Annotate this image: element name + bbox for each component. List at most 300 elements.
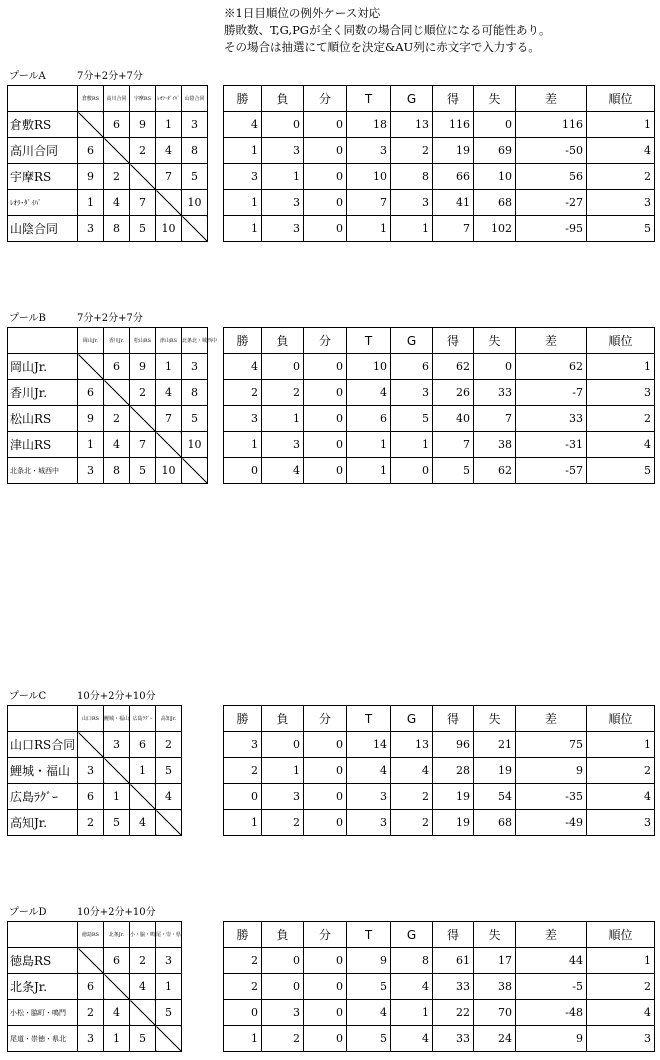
- stats-row: [224, 758, 655, 784]
- score-cell: 1: [78, 190, 104, 216]
- score-cell: 1: [156, 354, 182, 380]
- score-cell: 6: [78, 974, 104, 1000]
- stats-header-row: [224, 706, 655, 732]
- stat-cell: 33: [474, 380, 516, 406]
- score-cell: 4: [104, 190, 130, 216]
- stat-header: T: [347, 922, 391, 948]
- score-cell: 9: [78, 406, 104, 432]
- stat-cell: 4: [587, 432, 655, 458]
- opponent-header: 鯉城・福山: [104, 706, 130, 732]
- pool-label: [9, 687, 156, 702]
- stat-cell: 33: [433, 974, 474, 1000]
- stat-cell: 2: [224, 974, 262, 1000]
- stat-cell: 0: [304, 432, 347, 458]
- cross-header-row: [8, 328, 208, 354]
- stat-cell: 0: [474, 112, 516, 138]
- corner-cell: [8, 86, 78, 112]
- stat-cell: -50: [516, 138, 587, 164]
- stat-cell: 0: [304, 354, 347, 380]
- stat-cell: 62: [433, 354, 474, 380]
- stat-cell: 1: [224, 138, 262, 164]
- stat-cell: 7: [474, 406, 516, 432]
- stat-cell: 4: [391, 974, 433, 1000]
- cross-table: [7, 85, 208, 242]
- stat-cell: 1: [224, 810, 262, 836]
- stat-header: 失: [474, 922, 516, 948]
- stat-cell: 0: [304, 948, 347, 974]
- opponent-header: 岡山Jr.: [78, 328, 104, 354]
- corner-cell: [8, 328, 78, 354]
- score-cell: 6: [104, 948, 130, 974]
- stat-header: T: [347, 86, 391, 112]
- stat-cell: 3: [224, 406, 262, 432]
- score-cell: 3: [156, 948, 182, 974]
- stat-cell: 38: [474, 974, 516, 1000]
- stat-cell: 0: [304, 1000, 347, 1026]
- stat-cell: 3: [347, 810, 391, 836]
- opponent-header: 徳島RS: [78, 922, 104, 948]
- team-row: [8, 974, 182, 1000]
- stat-cell: -57: [516, 458, 587, 484]
- score-cell: 9: [130, 112, 156, 138]
- stat-header: 分: [304, 86, 347, 112]
- corner-cell: [8, 706, 78, 732]
- score-cell: 8: [182, 138, 208, 164]
- pool-label: [9, 903, 156, 918]
- stat-cell: 1: [587, 948, 655, 974]
- stat-cell: 0: [224, 458, 262, 484]
- stat-cell: 3: [391, 190, 433, 216]
- stat-cell: 19: [433, 138, 474, 164]
- stat-cell: 0: [262, 948, 304, 974]
- stat-cell: 0: [304, 732, 347, 758]
- stat-cell: -7: [516, 380, 587, 406]
- team-row: [8, 164, 208, 190]
- score-cell: 3: [78, 458, 104, 484]
- stat-cell: 22: [433, 1000, 474, 1026]
- team-name: 北条Jr.: [8, 974, 78, 1000]
- stats-row: [224, 380, 655, 406]
- stats-row: [224, 732, 655, 758]
- stat-cell: 13: [391, 112, 433, 138]
- opponent-header: 倉敷RS: [78, 86, 104, 112]
- stat-cell: 18: [347, 112, 391, 138]
- stat-cell: 116: [433, 112, 474, 138]
- score-cell: 5: [130, 216, 156, 242]
- stat-cell: 19: [474, 758, 516, 784]
- team-name: 徳島RS: [8, 948, 78, 974]
- stat-cell: 13: [391, 732, 433, 758]
- team-row: [8, 1026, 182, 1052]
- pool-format: 10分+2分+10分: [77, 691, 156, 702]
- opponent-header: 宇摩RS: [130, 86, 156, 112]
- stat-cell: 5: [433, 458, 474, 484]
- score-cell: 10: [182, 190, 208, 216]
- score-cell: 4: [156, 380, 182, 406]
- stat-cell: 21: [474, 732, 516, 758]
- score-cell: 10: [156, 216, 182, 242]
- stat-cell: 6: [391, 354, 433, 380]
- score-cell: 5: [156, 1000, 182, 1026]
- stat-cell: 1: [262, 758, 304, 784]
- stat-cell: 1: [347, 458, 391, 484]
- score-cell: 4: [104, 1000, 130, 1026]
- stat-cell: 2: [224, 758, 262, 784]
- score-cell: 3: [182, 354, 208, 380]
- stat-cell: 66: [433, 164, 474, 190]
- stat-cell: 9: [516, 1026, 587, 1052]
- team-name: 小松・脇町・鳴門: [8, 1000, 78, 1026]
- stat-cell: 2: [587, 164, 655, 190]
- team-row: [8, 458, 208, 484]
- score-cell: 1: [78, 432, 104, 458]
- stat-cell: 2: [262, 380, 304, 406]
- stat-cell: 10: [474, 164, 516, 190]
- diagonal-cell: [156, 1026, 182, 1052]
- score-cell: 2: [78, 810, 104, 836]
- score-cell: 3: [78, 758, 104, 784]
- score-cell: 7: [156, 406, 182, 432]
- team-row: [8, 138, 208, 164]
- stat-cell: 28: [433, 758, 474, 784]
- stat-header: 負: [262, 706, 304, 732]
- stat-cell: 3: [391, 380, 433, 406]
- stat-cell: 0: [262, 732, 304, 758]
- notes: [224, 5, 551, 56]
- opponent-header: ﾚｵﾗ･ﾀﾞｲﾊﾞ: [156, 86, 182, 112]
- stat-cell: 1: [391, 216, 433, 242]
- team-name: 香川Jr.: [8, 380, 78, 406]
- stat-header: 分: [304, 706, 347, 732]
- stat-cell: 1: [224, 432, 262, 458]
- stat-cell: 4: [224, 112, 262, 138]
- stat-cell: 8: [391, 164, 433, 190]
- stat-cell: -49: [516, 810, 587, 836]
- stat-cell: 1: [262, 164, 304, 190]
- stats-row: [224, 216, 655, 242]
- score-cell: 1: [156, 974, 182, 1000]
- stats-row: [224, 810, 655, 836]
- diagonal-cell: [156, 432, 182, 458]
- team-name: 高川合同: [8, 138, 78, 164]
- stat-cell: 3: [224, 164, 262, 190]
- score-cell: 10: [156, 458, 182, 484]
- stat-cell: 33: [516, 406, 587, 432]
- stat-cell: 68: [474, 190, 516, 216]
- stat-cell: 102: [474, 216, 516, 242]
- stat-cell: 4: [391, 1026, 433, 1052]
- stat-cell: 5: [347, 1026, 391, 1052]
- stat-cell: 3: [262, 216, 304, 242]
- stats-row: [224, 112, 655, 138]
- team-name: 尾道・崇徳・県北: [8, 1026, 78, 1052]
- opponent-header: 広島ﾗｸﾞｰ: [130, 706, 156, 732]
- stats-row: [224, 974, 655, 1000]
- stat-cell: 0: [304, 216, 347, 242]
- team-name: 広島ﾗｸﾞｰ: [8, 784, 78, 810]
- stat-cell: 44: [516, 948, 587, 974]
- stat-cell: 0: [304, 190, 347, 216]
- team-row: [8, 406, 208, 432]
- score-cell: 8: [104, 458, 130, 484]
- cross-header-row: [8, 922, 182, 948]
- score-cell: 6: [130, 732, 156, 758]
- stat-cell: 69: [474, 138, 516, 164]
- score-cell: 1: [104, 784, 130, 810]
- stat-cell: 56: [516, 164, 587, 190]
- opponent-header: 松山RS: [130, 328, 156, 354]
- note-line: 勝敗数、T,G,PGが全く同数の場合同じ順位になる可能性あり。: [224, 23, 551, 37]
- stat-cell: 2: [224, 948, 262, 974]
- stat-cell: 1: [587, 354, 655, 380]
- pool-format: 7分+2分+7分: [77, 313, 143, 324]
- stat-cell: 75: [516, 732, 587, 758]
- stats-row: [224, 164, 655, 190]
- score-cell: 7: [130, 190, 156, 216]
- score-cell: 2: [104, 164, 130, 190]
- stat-header: 差: [516, 706, 587, 732]
- stat-cell: 1: [224, 216, 262, 242]
- score-cell: 8: [104, 216, 130, 242]
- score-cell: 2: [130, 948, 156, 974]
- team-row: [8, 190, 208, 216]
- pool-name: プールB: [9, 313, 46, 324]
- score-cell: 1: [130, 758, 156, 784]
- stat-header: 失: [474, 328, 516, 354]
- stat-cell: 4: [262, 458, 304, 484]
- stat-cell: 4: [347, 758, 391, 784]
- score-cell: 5: [104, 810, 130, 836]
- stat-cell: 0: [304, 380, 347, 406]
- score-cell: 6: [104, 112, 130, 138]
- stat-cell: 3: [262, 1000, 304, 1026]
- stat-cell: 19: [433, 784, 474, 810]
- diagonal-cell: [78, 732, 104, 758]
- score-cell: 1: [156, 112, 182, 138]
- stat-cell: 10: [347, 164, 391, 190]
- opponent-header: 北条Jr.: [104, 922, 130, 948]
- team-name: 岡山Jr.: [8, 354, 78, 380]
- opponent-header: 津山RS: [156, 328, 182, 354]
- stat-header: 順位: [587, 86, 655, 112]
- diagonal-cell: [78, 948, 104, 974]
- diagonal-cell: [182, 216, 208, 242]
- note-line: ※1日目順位の例外ケース対応: [224, 6, 381, 20]
- stat-cell: 7: [433, 216, 474, 242]
- stat-cell: 1: [587, 112, 655, 138]
- stat-cell: 0: [304, 138, 347, 164]
- stat-cell: 4: [391, 758, 433, 784]
- team-name: 倉敷RS: [8, 112, 78, 138]
- team-name: ﾚｵﾗ･ﾀﾞｲﾊﾞ: [8, 190, 78, 216]
- score-cell: 3: [78, 1026, 104, 1052]
- stat-cell: 0: [304, 810, 347, 836]
- stat-cell: 0: [262, 112, 304, 138]
- stat-header: 差: [516, 328, 587, 354]
- stat-cell: -31: [516, 432, 587, 458]
- stat-cell: -48: [516, 1000, 587, 1026]
- stats-row: [224, 948, 655, 974]
- stat-header: 勝: [224, 706, 262, 732]
- diagonal-cell: [104, 758, 130, 784]
- score-cell: 4: [130, 810, 156, 836]
- stats-row: [224, 784, 655, 810]
- opponent-header: 高川合同: [104, 86, 130, 112]
- stat-cell: 40: [433, 406, 474, 432]
- stats-row: [224, 1000, 655, 1026]
- diagonal-cell: [130, 1000, 156, 1026]
- stats-row: [224, 458, 655, 484]
- stats-row: [224, 432, 655, 458]
- stat-header: 差: [516, 922, 587, 948]
- score-cell: 10: [182, 432, 208, 458]
- stat-cell: 4: [347, 1000, 391, 1026]
- stat-cell: 4: [347, 380, 391, 406]
- diagonal-cell: [156, 810, 182, 836]
- stat-cell: 0: [224, 784, 262, 810]
- diagonal-cell: [156, 190, 182, 216]
- score-cell: 5: [156, 758, 182, 784]
- score-cell: 2: [104, 406, 130, 432]
- score-cell: 5: [130, 458, 156, 484]
- stat-cell: 1: [391, 1000, 433, 1026]
- score-cell: 3: [104, 732, 130, 758]
- stat-cell: 0: [262, 974, 304, 1000]
- stat-cell: 2: [587, 974, 655, 1000]
- diagonal-cell: [130, 784, 156, 810]
- stat-header: 負: [262, 86, 304, 112]
- team-name: 高知Jr.: [8, 810, 78, 836]
- stat-cell: 0: [304, 974, 347, 1000]
- opponent-header: 山陰合同: [182, 86, 208, 112]
- diagonal-cell: [78, 354, 104, 380]
- stat-cell: 5: [587, 216, 655, 242]
- stat-cell: 116: [516, 112, 587, 138]
- stat-cell: 3: [224, 732, 262, 758]
- score-cell: 1: [104, 1026, 130, 1052]
- team-row: [8, 732, 182, 758]
- stat-header: 得: [433, 922, 474, 948]
- stat-cell: 3: [587, 1026, 655, 1052]
- stat-cell: 96: [433, 732, 474, 758]
- stat-header: 差: [516, 86, 587, 112]
- stat-cell: 7: [433, 432, 474, 458]
- team-name: 津山RS: [8, 432, 78, 458]
- diagonal-cell: [104, 380, 130, 406]
- stat-cell: 3: [262, 432, 304, 458]
- stat-cell: 3: [587, 380, 655, 406]
- pool-name: プールA: [9, 71, 46, 82]
- stat-cell: 3: [262, 138, 304, 164]
- stat-cell: 41: [433, 190, 474, 216]
- stat-cell: 2: [587, 406, 655, 432]
- stat-cell: 1: [347, 216, 391, 242]
- team-row: [8, 758, 182, 784]
- stat-cell: 1: [347, 432, 391, 458]
- stats-row: [224, 190, 655, 216]
- stat-cell: 0: [304, 458, 347, 484]
- stat-header: 得: [433, 86, 474, 112]
- stat-cell: 38: [474, 432, 516, 458]
- stat-cell: 1: [391, 432, 433, 458]
- team-name: 宇摩RS: [8, 164, 78, 190]
- stat-cell: 9: [347, 948, 391, 974]
- stat-cell: 3: [347, 784, 391, 810]
- team-name: 山陰合同: [8, 216, 78, 242]
- diagonal-cell: [104, 138, 130, 164]
- opponent-header: 高知Jr.: [156, 706, 182, 732]
- stat-header: G: [391, 328, 433, 354]
- score-cell: 9: [130, 354, 156, 380]
- stat-cell: 33: [433, 1026, 474, 1052]
- stat-cell: 3: [587, 190, 655, 216]
- team-row: [8, 112, 208, 138]
- stat-cell: 26: [433, 380, 474, 406]
- stat-cell: 3: [262, 190, 304, 216]
- stat-cell: 24: [474, 1026, 516, 1052]
- stats-row: [224, 406, 655, 432]
- stat-cell: 4: [587, 784, 655, 810]
- cross-table: [7, 921, 182, 1052]
- stat-cell: 7: [347, 190, 391, 216]
- team-row: [8, 810, 182, 836]
- stat-cell: 3: [587, 810, 655, 836]
- stat-cell: 4: [587, 1000, 655, 1026]
- score-cell: 6: [78, 380, 104, 406]
- score-cell: 4: [156, 138, 182, 164]
- opponent-header: 山口RS: [78, 706, 104, 732]
- diagonal-cell: [182, 458, 208, 484]
- stat-cell: 2: [224, 380, 262, 406]
- pool-name: プールC: [9, 691, 47, 702]
- stat-cell: 0: [262, 354, 304, 380]
- stat-cell: 17: [474, 948, 516, 974]
- stat-cell: -35: [516, 784, 587, 810]
- stat-header: 失: [474, 706, 516, 732]
- stat-cell: 0: [474, 354, 516, 380]
- team-row: [8, 432, 208, 458]
- stats-table: [223, 85, 655, 242]
- stats-table: [223, 921, 655, 1052]
- stats-header-row: [224, 328, 655, 354]
- score-cell: 4: [156, 784, 182, 810]
- stat-cell: 0: [224, 1000, 262, 1026]
- score-cell: 2: [78, 1000, 104, 1026]
- opponent-header: 小・脇・鳴: [130, 922, 156, 948]
- stat-cell: 10: [347, 354, 391, 380]
- team-name: 北条北・城西中: [8, 458, 78, 484]
- score-cell: 6: [78, 784, 104, 810]
- stat-header: G: [391, 922, 433, 948]
- team-row: [8, 784, 182, 810]
- stats-table: [223, 705, 655, 836]
- stat-header: 負: [262, 328, 304, 354]
- stat-cell: 68: [474, 810, 516, 836]
- stat-header: 勝: [224, 328, 262, 354]
- stat-cell: 8: [391, 948, 433, 974]
- stat-header: 順位: [587, 922, 655, 948]
- cross-header-row: [8, 86, 208, 112]
- stat-cell: 19: [433, 810, 474, 836]
- stat-cell: 5: [391, 406, 433, 432]
- score-cell: 6: [104, 354, 130, 380]
- stat-cell: 1: [262, 406, 304, 432]
- score-cell: 9: [78, 164, 104, 190]
- score-cell: 2: [156, 732, 182, 758]
- team-row: [8, 354, 208, 380]
- stat-header: G: [391, 706, 433, 732]
- stat-cell: 62: [516, 354, 587, 380]
